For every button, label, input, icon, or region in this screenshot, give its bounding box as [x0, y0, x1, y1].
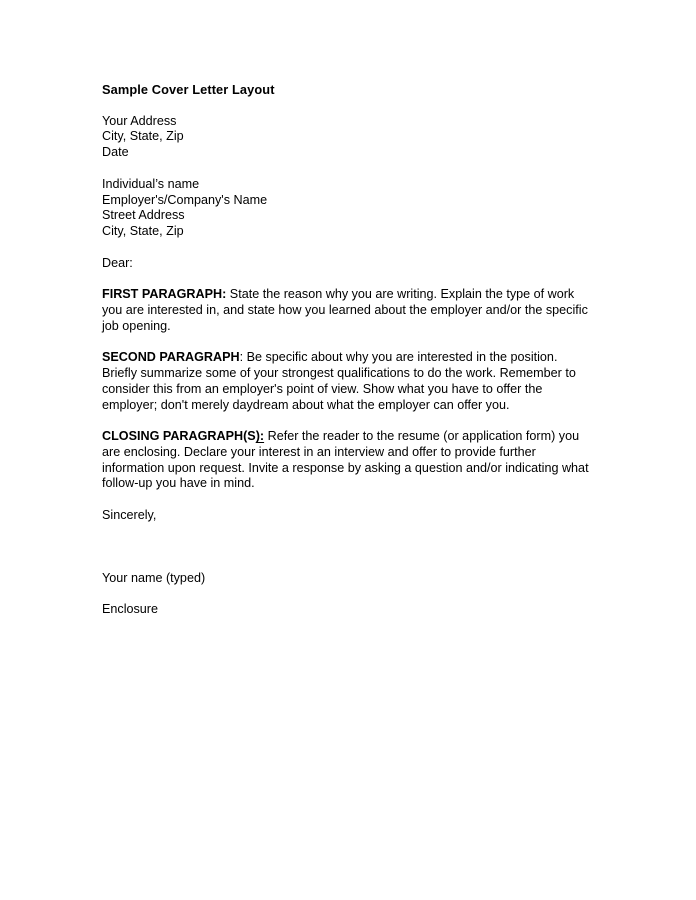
- recipient-company-name-line: Employer's/Company's Name: [102, 192, 268, 207]
- sender-address-line: Your Address: [102, 113, 177, 128]
- sender-city-state-zip-line: City, State, Zip: [102, 129, 184, 144]
- spacer-after-paragraph-second: [102, 413, 594, 429]
- spacer-after-title: [102, 98, 594, 114]
- spacer-after-paragraph-closing: [102, 492, 594, 508]
- recipient-individual-name-line: Individual’s name: [102, 176, 200, 191]
- spacer-after-signature: [102, 586, 594, 602]
- paragraph-first-text: State the reason why you are writing. Explain the type of work you are interested in, and state how you learned about the employer and/or the specific job opening.: [102, 287, 588, 333]
- signature-space: [102, 524, 594, 571]
- paragraph-first-label: FIRST PARAGRAPH:: [102, 287, 227, 302]
- sender-address-block: [102, 114, 594, 161]
- salutation: Dear:: [102, 255, 133, 270]
- cover-letter-body: [102, 82, 594, 618]
- paragraph-second-text: Be specific about why you are interested in the position. Briefly summarize some of your strongest qualifications to do the work. Remember to consider this from an employer's point of view. Show what you have to offer the employer; don't merely daydream about what the employer can offer you.: [102, 350, 576, 412]
- page-title: Sample Cover Letter Layout: [102, 82, 275, 97]
- paragraph-closing-text: Refer the reader to the resume (or application form) you are enclosing. Declare your interest in an interview and offer to provide further information upon request. Invite a response by asking a question and/or indicating what follow-up you have in mind.: [102, 429, 589, 491]
- recipient-street-address-line: Street Address: [102, 208, 185, 223]
- signature-name: Your name (typed): [102, 570, 206, 585]
- paragraph-closing-label: CLOSING PARAGRAPH(S: [102, 429, 256, 444]
- paragraph-first: [102, 287, 594, 334]
- sender-date-line: Date: [102, 145, 129, 160]
- recipient-city-state-zip-line: City, State, Zip: [102, 223, 184, 238]
- enclosure-note: Enclosure: [102, 602, 159, 617]
- paragraph-second-colon: :: [239, 350, 244, 365]
- closing-salutation: Sincerely,: [102, 508, 157, 523]
- recipient-address-block: [102, 177, 594, 240]
- paragraph-closing-label-underlined-tail: ):: [255, 429, 265, 444]
- spacer-after-sender: [102, 161, 594, 177]
- spacer-after-recipient: [102, 240, 594, 256]
- paragraph-closing: [102, 429, 594, 492]
- paragraph-second: [102, 350, 594, 413]
- paragraph-second-label: SECOND PARAGRAPH: [102, 350, 240, 365]
- spacer-after-salutation: [102, 271, 594, 287]
- spacer-after-paragraph-first: [102, 334, 594, 350]
